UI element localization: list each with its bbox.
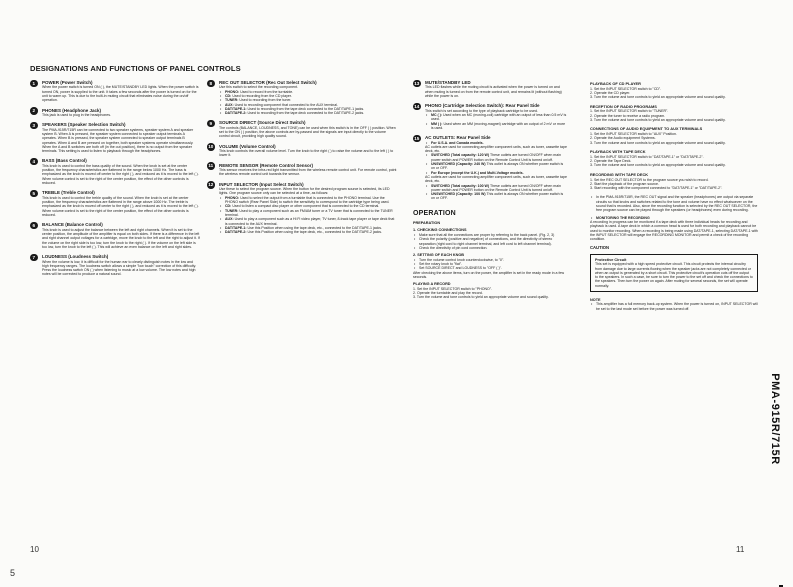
- monitor-heading: • MONITORING THE RECORDING: [590, 216, 758, 220]
- option-label: MC ( ):: [431, 113, 443, 117]
- caution-box: [590, 254, 758, 292]
- section-text: This knob is used to adjust the balance between the left and right channels. When it is set to the center position, the amplitude of the amplifier is equal on both sides. If there is a difference in the left and right channel output voltages for a cartridge, move the knob to the left and the right to adjust it. If the volume on the right side is too low, turn the knob to the right ( ). If the volume on the left side is too low, turn the knob to the left ( ). This will achieve an even balance on the left and right sides.: [42, 227, 200, 249]
- section-text: The controls (BALANCE, LOUDNESS, and TONE) can be used when this switch is in the OFF ( ) position. When set to the ON ( ) position, the above controls are by-passed and the signals are input directly to the volume control circuit, providing high quality sound.: [219, 125, 396, 139]
- option-text: These outlets are turned ON/OFF when main power switch and POWER button on the Remote Control Unit is turned on/off.: [431, 183, 561, 192]
- option-text: Used when an MC (moving-coil) cartridge with an output of less than 0.5 mV is used.: [431, 113, 567, 122]
- check-item: • Set the rotary knob to "flat".: [413, 262, 568, 266]
- page-number-right: 11: [736, 545, 745, 554]
- option-text: This outlet is always ON whether power switch is on or OFF.: [431, 162, 564, 171]
- item-number-badge: 11: [208, 163, 214, 169]
- outlet-list: [425, 153, 568, 170]
- item-number-badge: 1: [30, 80, 38, 88]
- section-source-direct: [207, 120, 397, 138]
- section-intro: AC outlets are used for connecting amplifier component units, such as tuner, cassette tape deck, etc.: [425, 174, 567, 184]
- item-number-badge: 4: [30, 158, 38, 166]
- option-text: Used to recording component that connected to the AUX terminal.: [234, 102, 338, 107]
- procedure-heading: RECORDING WITH TAPE DECK: [590, 171, 649, 177]
- procedure-blocks: [590, 82, 758, 190]
- option-text: Used to recording from the tape deck connected to the DAT/TAPE-2 jacks.: [247, 111, 365, 116]
- procedure-block: [590, 105, 758, 123]
- section-title: REC OUT SELECTOR (Rec Out Select Switch): [219, 80, 317, 85]
- section-ac-outlets: [413, 135, 568, 201]
- section-text: This knob is used to control the bass quality of the sound. When the knob is set at the center position, the frequency characteristics are flattened in the range below 1000 Hz. The bass is emphasized as the knob is moved off center to the right ( ), and reduced as it is moved to the left ( ). When volume control is set to the right of the center position, the effect of the other controls is reduced.: [42, 163, 199, 186]
- option-label: TUNER:: [225, 208, 239, 213]
- option-text: Used to listen a compact disc player or other component that is connected to the CD terminal.: [232, 204, 380, 209]
- column-4: [590, 80, 758, 311]
- section-remote-sensor: [207, 163, 397, 177]
- step: 1. Set the INPUT SELECTOR switch to "PHONO".: [413, 286, 493, 291]
- option-item: [219, 209, 397, 218]
- caution-text: This set is equipped with a high speed protective circuit. This circuit protects the internal circuitry from damage due to large currents flowing when the speaker jacks are not completely connected or when an output is generated by a short circuit. This protective circuit's operation cuts off the output to the speakers. In such a case, be sure to turn the power to the set off and check the connections to the speakers. Then turn the power on again. After muting for several seconds, the set will operate normally.: [595, 262, 753, 288]
- step: 1. Set the INPUT SELECTOR switch to "TUNER".: [590, 109, 669, 114]
- option-label: DAT/TAPE-1:: [225, 106, 247, 111]
- step-list: [413, 287, 568, 300]
- section-mute-standby-led: [413, 80, 568, 98]
- section-intro: This switch is set according to the type of playback cartridge to be used.: [425, 108, 538, 113]
- section-volume: [207, 144, 397, 158]
- page-number-left: 10: [30, 545, 39, 554]
- section-title: AC OUTLETS: Rear Panel Side: [425, 135, 491, 141]
- section-title: TREBLE (Treble Control): [42, 190, 95, 196]
- step: 3. Start recording with the component connected to "DAT/TAPE-1" or "DAT/TAPE-2".: [590, 186, 723, 191]
- check-item: • Make sure that all the connections are proper by referring to the back panel. (Fig. 2, 3): [413, 233, 568, 237]
- option-label: CD:: [225, 204, 232, 209]
- option-text: Use this Position when using the tape deck, etc., connected to the DAT/TAPE-2 jacks.: [247, 230, 383, 235]
- option-item: [425, 192, 568, 201]
- step: 2. Start the playback of the program source.: [590, 181, 660, 186]
- option-text: Used to record from the turntable.: [240, 89, 294, 94]
- step: 3. Turn the volume and tone controls to yield an appropriate volume and sound quality.: [590, 95, 726, 100]
- option-item: [425, 122, 568, 131]
- item-number-badge: 12: [208, 182, 214, 188]
- option-text: Used when an MM (moving-magnet) cartridge with an output of 2 mV or more is used.: [431, 121, 566, 130]
- column-2: [207, 80, 397, 239]
- section-title: PHONES (Headphone Jack): [42, 107, 102, 113]
- option-label: SWITCHED (Total capacity: 100 W): [431, 183, 490, 188]
- section-title: PHONO (Cartridge Selection Switch): Rear Panel Side: [425, 103, 540, 109]
- section-text: This knob is used to control the treble quality of the sound. When the knob is set at the center position, the frequency characteristics are flattened in the range above 1000 Hz. The treble is emphasized as the knob is moved off center to the right ( ), and reduced as it is moved to the left ( ). When volume control is set to the right of the center position, the effect of the other controls is reduced.: [42, 195, 199, 217]
- procedure-heading: PLAYBACK WITH TAPE DECK: [590, 149, 646, 155]
- column-3: [413, 80, 568, 300]
- region-heading: • For Europe (except the U.K.) and Multi-Voltage models.: [425, 171, 568, 175]
- section-input-selector: [207, 182, 397, 235]
- option-item: [425, 184, 568, 193]
- step: 2. Operate the CD player.: [590, 91, 631, 96]
- option-label: CD:: [225, 94, 232, 98]
- page-title: DESIGNATIONS AND FUNCTIONS OF PANEL CONTROLS: [30, 64, 241, 73]
- section-title: LOUDNESS (Loudness Switch): [42, 254, 109, 260]
- corner-mark: 5: [10, 568, 16, 578]
- check-item: • Set SOURCE DIRECT and LOUDNESS to "OFF ( )".: [413, 266, 568, 270]
- section-item: [30, 254, 200, 277]
- check-item: • In the PMA-915R/715R, the REC OUT signal and the speaker (headphones) are output via separate circuits so that knobs and switches related to the tone and volume have no effect whatsoever on the sound that is recorded. Also, since the recording function is selected by the REC OUT SELECTOR, the free program source can be played through the speakers (or headphones) even during recording.: [590, 195, 758, 212]
- item-number-badge: 6: [30, 222, 38, 230]
- item-number-badge: 2: [30, 107, 38, 115]
- option-text: Used to play a component such as a Hi Fi video player, TV tuner, 8-track tape player or tape deck that is connected to the AUX terminal.: [225, 217, 395, 226]
- step: 2. Operate the Audio equipment Systems.: [590, 136, 656, 141]
- section-rec-out-selector: [207, 80, 397, 115]
- caution-title: Protective Circuit: [595, 257, 627, 262]
- section-title: BALANCE (Balance Control): [42, 222, 103, 228]
- step: 3. Turn the volume and tone controls to yield an appropriate volume and sound quality.: [590, 118, 726, 123]
- option-label: MM ( ):: [431, 121, 443, 126]
- step: 3. Turn the volume and tone controls to yield an appropriate volume and sound quality.: [590, 163, 726, 168]
- model-side-label: PMA-915R/715R: [769, 373, 781, 465]
- option-label: AUX:: [225, 217, 234, 222]
- section-item: [30, 122, 200, 153]
- option-label: DAT/TAPE-2:: [225, 111, 247, 116]
- section-text: When the power switch is turned ON ( ), the MUTE/STANDBY LED lights. When the power switch is turned ON, power is supplied to the unit. It takes a few seconds after the power is turned on for the unit to warm up. This is due to the built-in muting circuit that eliminates noise during the on/off operation.: [42, 85, 199, 103]
- section-intro: Use these to select the program source. When the button for the desired program source is selected, its LED lights. One program source only can be selected at a time, as follows:: [219, 187, 390, 196]
- step: 1. Set the INPUT SELECTOR switch to "AUX" Position.: [590, 132, 677, 137]
- item-number-badge: 5: [30, 190, 38, 198]
- section-text: This sensor receives the infra-red light transmitted from the wireless remote control unit. For remote control, point the wireless remote control unit towards the sensor.: [219, 168, 397, 177]
- outlet-list: [425, 184, 568, 201]
- step: 1. Set the INPUT SELECTOR switch to "DAT/TAPE-1" or "DAT/TAPE-2".: [590, 154, 704, 159]
- section-item: [30, 108, 200, 118]
- step: 2. Operate the tuner to receive a radio program.: [590, 113, 666, 118]
- operation-title: OPERATION: [413, 209, 456, 217]
- item-number-badge: 15: [414, 135, 420, 141]
- section-item: [30, 158, 200, 185]
- option-item: [425, 153, 568, 162]
- option-label: DAT/TAPE-2:: [225, 230, 247, 235]
- section-title: MUTE/STANDBY LED: [425, 80, 471, 85]
- section-title: VOLUME (Volume Control): [219, 143, 276, 149]
- monitor-text: A recording in progress can be monitored if a tape deck with three individual heads for recording and playback is used. A tape deck in which a common head is used for both recording and playback cannot be used to monitor recording. When a recording is being made using DAT/TAPE-1, selecting DAT/TAPE-1 with the INPUT SELECTOR will engage the RECORDING MONITOR and permit a check of the recording condition.: [590, 219, 758, 242]
- item-number-badge: 8: [207, 80, 215, 88]
- item-number-badge: 3: [30, 122, 38, 130]
- item-number-badge: 9: [207, 120, 215, 128]
- item-number-badge: 14: [414, 103, 420, 109]
- option-item: [219, 111, 397, 115]
- option-label: TUNER:: [225, 98, 239, 103]
- section-title: POWER (Power Switch): [42, 80, 93, 85]
- option-label: AUX:: [225, 102, 234, 107]
- procedure-block: [590, 82, 758, 100]
- procedure-block: [590, 150, 758, 168]
- option-list: [219, 90, 397, 116]
- playing-record-heading: PLAYING A RECORD: [413, 282, 451, 287]
- option-text: Used to recording from the tuner.: [239, 98, 292, 103]
- section-phono-cartridge: [413, 103, 568, 130]
- column-1: [30, 80, 200, 282]
- option-label: PHONO:: [225, 195, 240, 200]
- check-item: • Turn the volume control knob counterclockwise, to "0".: [413, 258, 568, 262]
- option-item: [219, 196, 397, 205]
- section-text: This knob controls the overall volume level. Turn the knob to the right ( ) to raise the volume and to the left ( ) to lower it.: [219, 149, 394, 158]
- procedure-heading: RECEPTION OF RADIO PROGRAMS: [590, 103, 657, 109]
- option-item: [425, 113, 568, 122]
- checking-connections-heading: 1. CHECKING CONNECTIONS: [413, 228, 467, 233]
- section-item: [30, 190, 200, 217]
- option-item: [219, 217, 397, 226]
- section-item: [30, 80, 200, 103]
- option-label: SWITCHED (Total capacity: 120 W): [431, 153, 490, 158]
- option-label: PHONO:: [225, 89, 240, 94]
- section-intro: AC outlets are used for connecting amplifier component units, such as tuner, cassette tape deck, etc.: [425, 144, 567, 154]
- option-list: [425, 113, 568, 130]
- knob-after-text: After checking the above items, turn on the power, the amplifier is set in the ready mode in a few seconds.: [413, 270, 565, 279]
- procedure-block: [590, 173, 758, 191]
- preparation-heading: PREPARATION: [413, 220, 441, 225]
- option-text: Used to select the output from a turntable that is connected to the PHONO terminal. Use the PHONO switch (Rear Panel Side) to switch the sensitivity to correspond to the cartridge type being used.: [225, 195, 390, 205]
- step: 3. Turn the volume and tone controls to yield an appropriate volume and sound quality.: [590, 140, 726, 145]
- option-label: UNSWITCHED (Capacity: 100 W): [431, 192, 486, 197]
- recording-notes: [590, 195, 758, 212]
- section-text: This jack is used to plug in the headphones.: [42, 113, 112, 117]
- option-text: Use this Position when using the tape deck, etc., connected to the DAT/TAPE-1 jacks.: [247, 225, 383, 230]
- section-title: INPUT SELECTOR (Input Select Switch): [219, 181, 304, 187]
- note-heading: NOTE: [590, 298, 601, 303]
- step: 3. Turn the volume and tone controls to yield an appropriate volume and sound quality.: [413, 295, 549, 300]
- section-title: SOURCE DIRECT (Source Direct Switch): [219, 120, 306, 126]
- option-item: [219, 230, 397, 234]
- section-text: The PMA-915R/715R can be connected to two speaker systems, speaker system A and speaker system B. When A is pressed, the speaker system connected to speaker output terminals A operates. When B is pressed, the speaker system connected to speaker output terminals B operates. When A and B are pressed on together, both speaker systems operate simultaneously. When the A and B switches are both off (in the out position), there is no output from the speaker terminals. This setting is used to listen to playback through the headphones.: [42, 127, 194, 154]
- checklist: [413, 233, 568, 250]
- item-number-badge: 7: [30, 254, 38, 262]
- item-number-badge: 10: [208, 144, 214, 150]
- option-text: Used to play a component such as an FM/AM tuner or a TV tuner that is connected to the TUNER terminal.: [225, 208, 393, 217]
- check-item: • Check the directivity of pin cord connection.: [413, 246, 568, 250]
- section-text: This LED flashes while the muting circuit is activated when the power is turned on and when muting is turned on from the remote control unit, and remains lit (without flashing) while the power is on.: [425, 85, 562, 98]
- step: 2. Operate the turntable and play the record.: [413, 291, 483, 296]
- item-number-badge: 13: [414, 80, 420, 86]
- section-title: SPEAKERS (Speaker Selection Switch): [42, 122, 126, 128]
- section-title: BASS (Bass Control): [42, 158, 87, 164]
- option-text: These outlets are turned ON/OFF when main power switch and POWER button on the Remote Control Unit is turned on/off.: [431, 153, 561, 162]
- check-item: • Check the polarity (positive and negative) of connections, and the directivity of stereo separation (right cord to right channel terminal, and left cord to left channel terminal).: [413, 237, 568, 246]
- checklist: [413, 258, 568, 271]
- section-text: When the volume is low, it is difficult for the human ear to clearly distinguish notes in the low and high frequency ranges. The loudness switch allows a simple "low touch" correction of this difficulty. Press the loudness switch ON ( ) when listening to music at a low volume. The low notes and high notes will be corrected to produce a natural sound.: [42, 259, 197, 277]
- procedure-block: [590, 127, 758, 145]
- step: 1. Set the INPUT SELECTOR switch to "CD".: [590, 86, 662, 91]
- option-text: This outlet is always ON whether power switch is on or OFF.: [431, 192, 564, 201]
- section-item: [30, 222, 200, 249]
- section-intro: Use this switch to select the recording component.: [219, 85, 299, 90]
- step: 2. Operate the Tape Deck.: [590, 159, 632, 164]
- step: 1. Set the REC OUT SELECTOR to the program source you wish to record.: [590, 177, 709, 182]
- section-title: REMOTE SENSOR (Remote Control Sensor): [219, 162, 314, 168]
- note-text: • This amplifier has a full memory back-up system. When the power is turned on, INPUT SELECTOR will be set to the last mode set before the power was turned off.: [590, 302, 758, 311]
- option-list: [219, 196, 397, 235]
- region-heading: • For U.S.A. and Canada models.: [425, 141, 568, 145]
- option-text: Used to recording from the CD player.: [232, 94, 292, 98]
- option-label: DAT/TAPE-1:: [225, 225, 247, 230]
- caution-heading: CAUTION: [590, 245, 610, 251]
- option-label: UNSWITCHED (Capacity: 240 W): [431, 162, 486, 167]
- option-text: Used to recording from the tape deck connected to the DAT/TAPE-1 jacks.: [247, 106, 365, 111]
- setting-knob-heading: 2. SETTING OF EACH KNOB: [413, 253, 465, 258]
- option-item: [425, 162, 568, 171]
- procedure-heading: PLAYBACK OF CD PLAYER: [590, 81, 641, 86]
- procedure-heading: CONNECTIONS OF AUDIO EQUIPMENT TO AUX TERMINALS: [590, 126, 703, 132]
